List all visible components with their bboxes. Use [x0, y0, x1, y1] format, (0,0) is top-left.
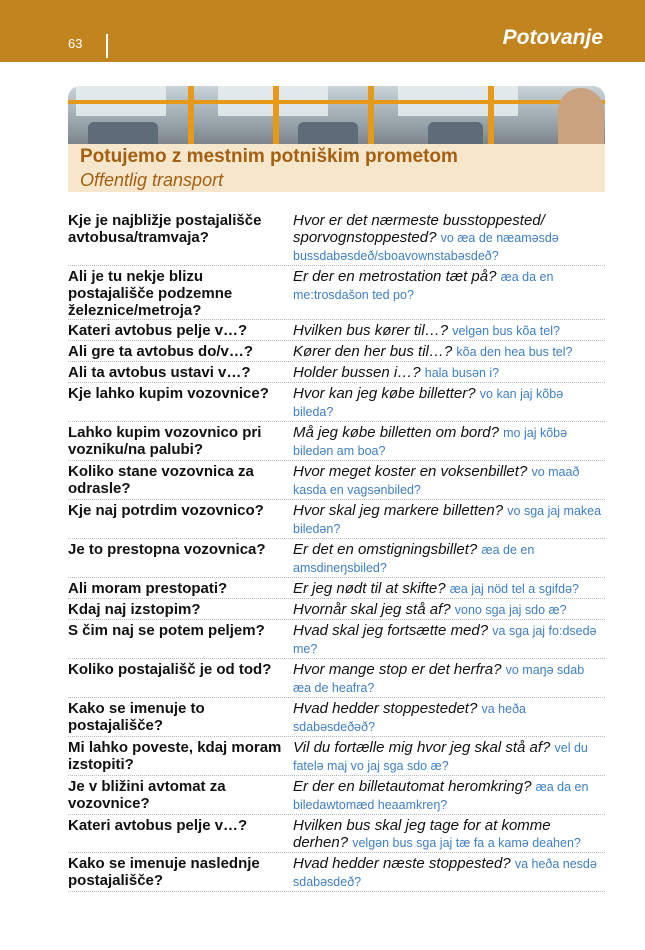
phrase-pronunciation: æa jaj nöd tel a sgifdə? — [449, 582, 580, 596]
phrase-danish-text: Hvor er det nærmeste busstoppested/ sporvognstoppested? — [293, 212, 545, 246]
phrase-row — [68, 599, 605, 620]
phrase-danish-text: Holder bussen i…? — [293, 364, 421, 381]
phrase-row — [68, 737, 605, 776]
phrase-slovenian: Ali moram prestopati? — [68, 580, 228, 597]
phrase-danish — [293, 853, 605, 891]
phrase-danish — [293, 461, 605, 499]
phrase-pronunciation: kõa den hea bus tel? — [456, 345, 573, 359]
phrase-danish — [293, 776, 605, 814]
phrase-danish-text: Hvad skal jeg fortsætte med? — [293, 622, 489, 639]
phrase-danish — [293, 383, 605, 421]
phrase-danish-text: Hvilken bus skal jeg tage for at komme derhen? — [293, 817, 551, 851]
phrase-pronunciation: mo jaj kõbə biledən am boa? — [293, 426, 568, 458]
phrase-row — [68, 776, 605, 815]
phrase-danish — [293, 422, 605, 460]
phrase-row — [68, 320, 605, 341]
phrase-slovenian: Kje je najbližje postajališče avtobusa/tramvaja? — [68, 212, 262, 246]
phrase-danish-text: Kører den her bus til…? — [293, 343, 453, 360]
phrase-danish — [293, 320, 605, 340]
chapter-title: Potovanje — [502, 26, 603, 49]
phrase-slovenian: Kateri avtobus pelje v…? — [68, 817, 248, 834]
phrase-row — [68, 698, 605, 737]
phrase-slovenian: Kako se imenuje naslednje postajališče? — [68, 855, 260, 889]
phrase-slovenian: Koliko stane vozovnica za odrasle? — [68, 463, 254, 497]
phrase-slovenian: Mi lahko poveste, kdaj moram izstopiti? — [68, 739, 282, 773]
phrase-danish — [293, 210, 605, 265]
phrase-row — [68, 578, 605, 599]
phrase-danish — [293, 539, 605, 577]
phrase-row — [68, 461, 605, 500]
phrase-row — [68, 620, 605, 659]
phrase-list — [68, 210, 605, 892]
phrase-danish-text: Er der en metrostation tæt på? — [293, 268, 497, 285]
phrase-danish — [293, 362, 605, 382]
phrase-pronunciation: æa da en biledawtomæd heaamkreŋ? — [293, 780, 589, 812]
phrase-pronunciation: vono sga jaj sdo æ? — [454, 603, 567, 617]
phrase-pronunciation: velgən bus sga jaj tæ fa a kamə deahen? — [352, 836, 581, 850]
phrase-slovenian: S čim naj se potem peljem? — [68, 622, 265, 639]
phrase-pronunciation: vo kan jaj kõbə bileda? — [293, 387, 564, 419]
section-heading — [68, 144, 605, 192]
phrase-danish — [293, 341, 605, 361]
phrase-danish — [293, 599, 605, 619]
phrase-danish-text: Vil du fortælle mig hvor jeg skal stå af? — [293, 739, 551, 756]
phrase-pronunciation: va heða nesdə sdabəsdeð? — [293, 857, 597, 889]
phrase-pronunciation: vo maŋə sdab æa de heafra? — [293, 663, 585, 695]
phrase-danish-text: Hvor meget koster en voksenbillet? — [293, 463, 528, 480]
phrase-pronunciation: vo æa de næaməsdə bussdabəsdeð/sboavownstabəsdeð? — [293, 231, 559, 263]
phrase-danish-text: Må jeg købe billetten om bord? — [293, 424, 499, 441]
phrase-pronunciation: vo maað kasda en vagsənbiled? — [293, 465, 580, 497]
phrase-slovenian: Kje lahko kupim vozovnice? — [68, 385, 269, 402]
phrase-pronunciation: vel du fatelə maj vo jaj sga sdo æ? — [293, 741, 588, 773]
phrase-pronunciation: vo sga jaj makea biledən? — [293, 504, 602, 536]
phrase-pronunciation: æa da en me:trosdašon ted po? — [293, 270, 554, 302]
phrase-slovenian: Kje naj potrdim vozovnico? — [68, 502, 264, 519]
phrase-pronunciation: va heða sdabəsdeðəð? — [293, 702, 526, 734]
phrase-row — [68, 383, 605, 422]
phrase-pronunciation: hala busən i? — [424, 366, 500, 380]
phrase-row — [68, 266, 605, 320]
phrase-slovenian: Je to prestopna vozovnica? — [68, 541, 266, 558]
phrase-danish-text: Er jeg nødt til at skifte? — [293, 580, 446, 597]
phrase-danish — [293, 500, 605, 538]
phrase-row — [68, 659, 605, 698]
phrase-danish-text: Hvor kan jeg købe billetter? — [293, 385, 476, 402]
bus-interior-photo — [68, 86, 605, 144]
section-title-danish: Offentlig transport — [80, 170, 224, 190]
phrase-danish — [293, 698, 605, 736]
phrase-row — [68, 539, 605, 578]
phrase-danish-text: Hvad hedder næste stoppested? — [293, 855, 511, 872]
page-number: 63 — [68, 36, 83, 51]
phrase-slovenian: Ali gre ta avtobus do/v…? — [68, 343, 254, 360]
phrase-slovenian: Koliko postajališč je od tod? — [68, 661, 272, 678]
phrase-pronunciation: va sga jaj fo:dsedə me? — [293, 624, 597, 656]
phrase-row — [68, 422, 605, 461]
phrase-pronunciation: velgən bus kõa tel? — [452, 324, 560, 338]
phrase-danish — [293, 737, 605, 775]
header-divider — [106, 34, 108, 58]
phrase-danish-text: Hvad hedder stoppestedet? — [293, 700, 478, 717]
phrase-slovenian: Kateri avtobus pelje v…? — [68, 322, 248, 339]
phrase-row — [68, 500, 605, 539]
section-title-slovenian: Potujemo z mestnim potniškim prometom — [80, 146, 458, 167]
phrase-danish — [293, 266, 605, 319]
header-bar — [0, 0, 645, 62]
phrase-slovenian: Ali ta avtobus ustavi v…? — [68, 364, 251, 381]
phrase-row — [68, 853, 605, 892]
phrase-row — [68, 815, 605, 853]
phrase-slovenian: Lahko kupim vozovnico pri vozniku/na palubi? — [68, 424, 262, 458]
phrase-danish — [293, 659, 605, 697]
phrase-row — [68, 362, 605, 383]
phrase-danish-text: Er det en omstigningsbillet? — [293, 541, 478, 558]
phrase-pronunciation: æa de en amsdineŋsbiled? — [293, 543, 535, 575]
phrase-slovenian: Je v bližini avtomat za vozovnice? — [68, 778, 226, 812]
phrase-slovenian: Kako se imenuje to postajališče? — [68, 700, 205, 734]
phrase-danish — [293, 815, 605, 852]
phrase-danish-text: Hvor skal jeg markere billetten? — [293, 502, 504, 519]
phrase-danish-text: Er der en billetautomat heromkring? — [293, 778, 532, 795]
phrase-danish-text: Hvilken bus kører til…? — [293, 322, 449, 339]
phrase-slovenian: Ali je tu nekje blizu postajališče podzemne železnice/metroja? — [68, 268, 233, 319]
phrase-row — [68, 210, 605, 266]
phrase-row — [68, 341, 605, 362]
phrase-danish-text: Hvornår skal jeg stå af? — [293, 601, 451, 618]
phrase-slovenian: Kdaj naj izstopim? — [68, 601, 201, 618]
phrase-danish-text: Hvor mange stop er det herfra? — [293, 661, 502, 678]
phrase-danish — [293, 620, 605, 658]
phrase-danish — [293, 578, 605, 598]
